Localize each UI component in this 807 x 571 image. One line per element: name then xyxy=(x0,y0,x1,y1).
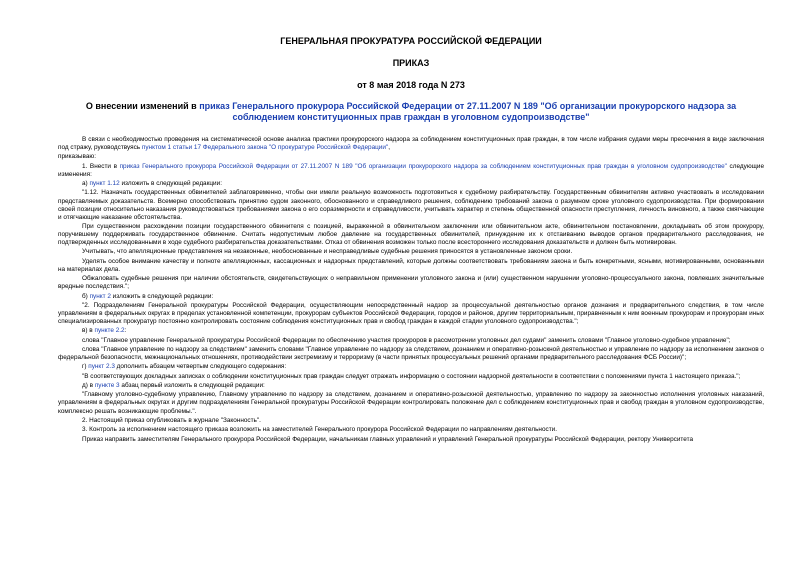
point-2-link[interactable]: пункт 2 xyxy=(89,292,111,300)
subitem-d-end: абзац первый изложить в следующей редакции: xyxy=(119,382,265,390)
subitem-g-paragraph xyxy=(58,363,764,371)
subitem-a-end: изложить в следующей редакции: xyxy=(119,180,222,188)
paragraph-point-3: "Главному уголовно-судебному управлению, Главному управлению по надзору за следствием, дознанием и оперативно-розыскной деятельностью, управлению по надзору за законностью исполнения уголовных наказаний, управлениям в федеральных округах и другим подразделениям Генеральной прокуратуры Российской Федерации контролировать положение дел с соблюдением конституционных прав и свобод граждан в уголовном судопроизводстве, комплексно решать возникающие проблемы.". xyxy=(58,391,764,415)
subitem-a-text: а) xyxy=(82,180,90,188)
date-number-heading: от 8 мая 2018 года N 273 xyxy=(357,80,465,90)
subitem-b-end: изложить в следующей редакции: xyxy=(110,292,214,300)
paragraph-challenge: Обжаловать судебные решения при наличии обстоятельств, свидетельствующих о неправильном применении уголовного закона и (или) существенном нарушении уголовно-процессуального закона, повлекших значительные вредные последствия."; xyxy=(58,275,764,291)
subitem-v-paragraph xyxy=(58,327,764,335)
preamble-text: В связи с необходимостью проведения на систематической основе анализа практики прокурорского надзора за соблюдением конституционных прав граждан, в том числе избрания судами меры пресечения в виде заключения под стражу, руководствуясь xyxy=(58,136,764,152)
document-title xyxy=(58,101,764,123)
law-link[interactable]: пунктом 1 статьи 17 Федерального закона "О прокуратуре Российской Федерации" xyxy=(141,144,389,152)
item-3-paragraph: 3. Контроль за исполнением настоящего приказа возложить на заместителей Генерального прокурора Российской Федерации по направлениям деятельности. xyxy=(82,426,557,434)
subitem-v-text: в) в xyxy=(82,327,95,335)
point-3-link[interactable]: пункте 3 xyxy=(94,382,120,390)
order-word: приказываю: xyxy=(58,153,96,161)
order-189-link[interactable]: приказ Генерального прокурора Российской Федерации от 27.11.2007 N 189 "Об организации прокурорского надзора за соблюдением конституционных прав граждан в уголовном судопроизводстве" xyxy=(119,162,727,170)
preamble-end: , xyxy=(388,144,390,152)
item-2-paragraph: 2. Настоящий приказ опубликовать в журнале "Законность". xyxy=(82,416,261,424)
document-body xyxy=(58,136,764,444)
item-1-end: следующие изменения: xyxy=(58,162,764,178)
subitem-v-end: : xyxy=(124,327,127,335)
subitem-d-text: д) в xyxy=(82,382,95,390)
title-order-link[interactable]: приказ Генерального прокурора Российской Федерации от 27.11.2007 N 189 "Об организации прокурорского надзора за соблюдением конституционных прав граждан в уголовном судопроизводстве" xyxy=(199,101,737,122)
subitem-g-end: дополнить абзацем четвертым следующего содержания: xyxy=(114,363,287,371)
document-page xyxy=(58,32,764,445)
paragraph-words-1: слова "Главное управление Генеральной прокуратуры Российской Федерации по обеспечению участия прокуроров в рассмотрении уголовных дел судами" заменить словами "Главное уголовно-судебное управление"; xyxy=(82,336,731,344)
paragraph-appeals: Учитывать, что апелляционные представления на незаконные, необоснованные и несправедливые судебные решения приносятся в установленные законом сроки. xyxy=(82,248,573,256)
paragraph-reports: "В соответствующих докладных записках о соблюдении конституционных прав граждан следует отражать информацию о состоянии надзорной деятельности в соответствии с положениями пункта 1 настоящего приказа."; xyxy=(82,372,741,380)
subitem-g-text: г) xyxy=(82,363,89,371)
paragraph-quality: Уделять особое внимание качеству и полноте апелляционных, кассационных и надзорных представлений, которые должны соответствовать требованиям закона и быть конкретными, ясными, мотивированными, основанными на материалах дела. xyxy=(58,257,764,273)
document-type-heading: ПРИКАЗ xyxy=(392,58,430,68)
subitem-a-paragraph xyxy=(58,180,764,188)
organization-heading: ГЕНЕРАЛЬНАЯ ПРОКУРАТУРА РОССИЙСКОЙ ФЕДЕРАЦИИ xyxy=(280,36,542,46)
preamble-paragraph xyxy=(58,136,764,152)
paragraph-1-12: "1.12. Назначать государственных обвинителей заблаговременно, чтобы они имели реальную возможность подготовиться к судебному разбирательству. Государственным обвинителям активно участвовать в исследовании представляемых доказательств. Всемерно способствовать принятию судом законного, обоснованного и справедливого решения, соблюдению требований закона о разумном сроке уголовного судопроизводства. При формировании своей позиции относительно наказания руководствоваться требованиями закона о его соразмерности и справедливости, учитывать характер и степень общественной опасности преступления, личность виновного, а также смягчающие и отягчающие наказание обстоятельства. xyxy=(58,189,764,221)
point-2-3-link[interactable]: пункт 2.3 xyxy=(88,363,115,371)
subitem-d-paragraph xyxy=(58,382,764,390)
paragraph-divergence: При существенном расхождении позиции государственного обвинителя с позицией, выраженной в обвинительном заключении или обвинительном акте, обвинительном постановлении, докладывать об этом прокурору, поручившему поддерживать государственное обвинение. Считать недопустимым любое давление на государственных обвинителей, принуждение их к отстаиванию выводов органов предварительного расследования, не подтвержденных исследованными в ходе судебного разбирательства доказательствами. Отказ от обвинения возможен только после всестороннего исследования доказательств и должен быть мотивирован. xyxy=(58,222,764,247)
point-2-2-link[interactable]: пункте 2.2 xyxy=(94,327,125,335)
paragraph-words-2: слова "Главное управление по надзору за следствием" заменить словами "Главное управление по надзору за следствием, дознанием и оперативно-розыскной деятельностью и управление по надзору за исполнением законов о федеральной безопасности, межнациональных отношениях, противодействии экстремизму и терроризму (в части принятых процессуальных решений органами предварительного расследования ФСБ России)"; xyxy=(58,345,764,362)
point-1-12-link[interactable]: пункт 1.12 xyxy=(89,180,120,188)
subitem-b-text: б) xyxy=(82,292,90,300)
title-prefix: О внесении изменений в xyxy=(85,101,200,111)
item-1-paragraph xyxy=(58,163,764,179)
distribution-paragraph: Приказ направить заместителям Генерального прокурора Российской Федерации, начальникам главных управлений и управлений Генеральной прокуратуры Российской Федерации, ректору Университета xyxy=(82,435,694,443)
subitem-b-paragraph xyxy=(58,293,764,301)
item-1-text: 1. Внести в xyxy=(82,162,120,170)
paragraph-point-2: "2. Подразделениям Генеральной прокуратуры Российской Федерации, осуществляющим непосредственный надзор за процессуальной деятельностью органов дознания и предварительного следствия, в том числе управлениям в федеральных округах в пределах установленной компетенции, прокурорам субъектов Российской Федерации, городов и районов, другим территориальным, приравненным к ним военным прокурорам и прокурорам иных специализированных прокуратур постоянно контролировать состояние соблюдения конституционных прав и свобод граждан в каждой стадии уголовного судопроизводства."; xyxy=(58,301,764,325)
